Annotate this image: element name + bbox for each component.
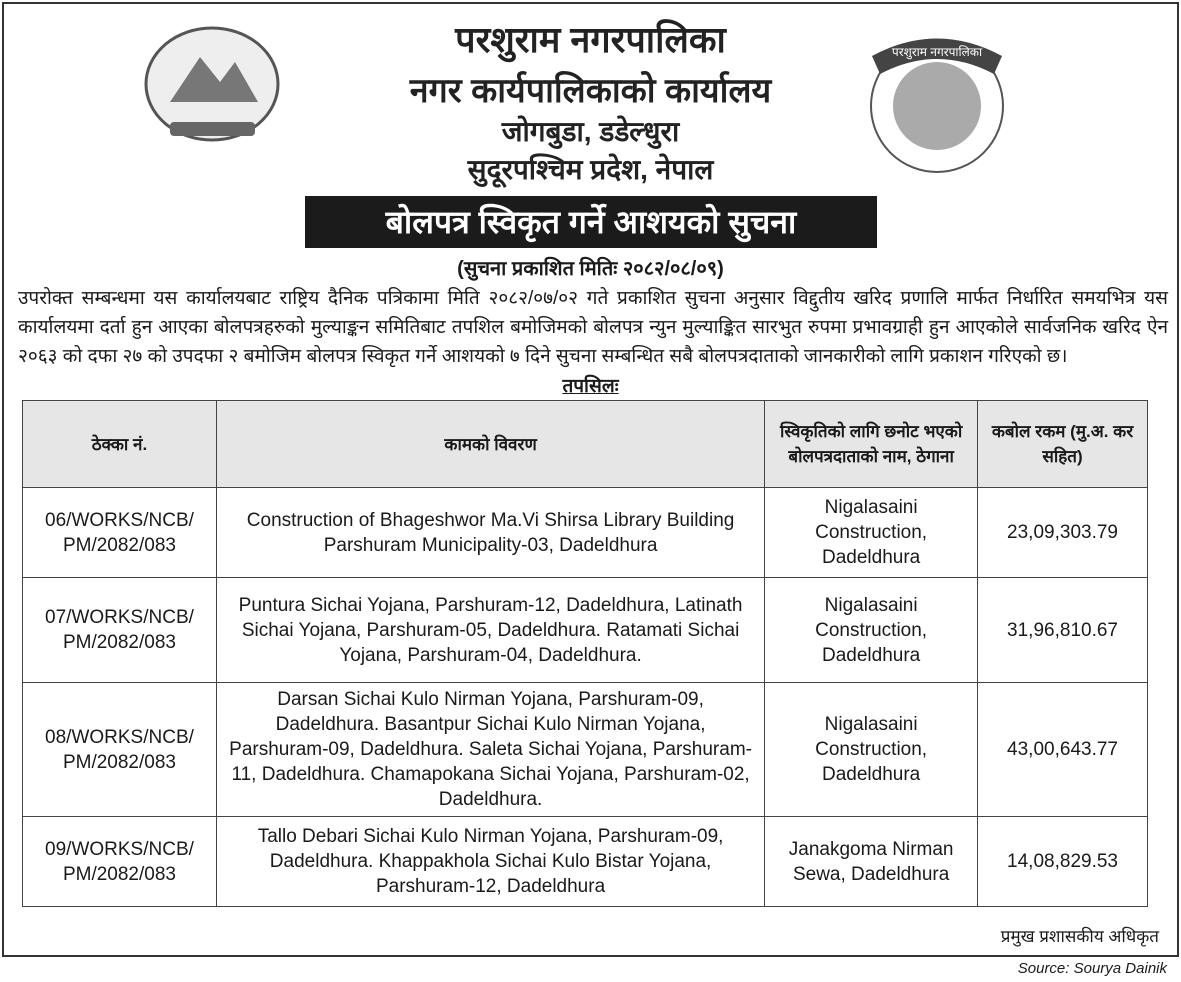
header-bidder: स्विकृतिको लागि छनोट भएको बोलपत्रदाताको नाम, ठेगाना (765, 401, 978, 488)
bid-amount: 43,00,643.77 (978, 683, 1148, 817)
notice-body: उपरोक्त सम्बन्धमा यस कार्यालयबाट राष्ट्रिय दैनिक पत्रिकामा मिति २०८२/०७/०२ गते प्रकाशित सुचना अनुसार विद्दुतीय खरिद प्रणालि मार्फत निर्धारित समयभित्र यस कार्यालयमा दर्ता हुन आएका बोलपत्रहरुको मुल्याङ्कन समितिबाट तपशिल बमोजिमको बोलपत्र न्युन मुल्याङ्कित सारभुत रुपमा प्रभावग्राही हुन आएकोले सार्वजनिक खरिद ऐन २०६३ को दफा २७ को उपदफा २ बमोजिम बोलपत्र स्विकृत गर्ने आशयको ७ दिने सुचना सम्बन्धित सबै बोलपत्रदाताको जानकारीको लागि प्रकाशन गरिएको छ। (18, 288, 1168, 367)
bidder-name: Nigalasaini Construction, Dadeldhura (765, 488, 978, 578)
header-contract-no: ठेक्का नं. (23, 401, 217, 488)
work-description: Puntura Sichai Yojana, Parshuram-12, Dadeldhura, Latinath Sichai Yojana, Parshuram-05, Dadeldhura. Ratamati Sichai Yojana, Parshuram-04, Dadeldhura. (216, 578, 764, 683)
notice-title: बोलपत्र स्विकृत गर्ने आशयको सुचना (305, 196, 877, 248)
table-row (23, 488, 1148, 578)
work-description: Construction of Bhageshwor Ma.Vi Shirsa Library Building Parshuram Municipality-03, Dadeldhura (216, 488, 764, 578)
details-heading: तपसिलः (562, 376, 619, 397)
signatory: प्रमुख प्रशासकीय अधिकृत (1000, 927, 1159, 946)
work-description: Darsan Sichai Kulo Nirman Yojana, Parshuram-09, Dadeldhura. Basantpur Sichai Kulo Nirman Yojana, Parshuram-09, Dadeldhura. Saleta Sichai Yojana, Parshuram-11, Dadeldhura. Chamapokana Sichai Yojana, Parshuram-02, Dadeldhura. (216, 683, 764, 817)
table-header-row (23, 401, 1148, 488)
bid-amount: 23,09,303.79 (978, 488, 1148, 578)
award-table (22, 400, 1148, 907)
header-description: कामको विवरण (216, 401, 764, 488)
table-row (23, 817, 1148, 907)
province: सुदूरपश्चिम प्रदेश, नेपाल (467, 154, 714, 185)
source-credit: Source: Sourya Dainik (1017, 960, 1167, 977)
bid-amount: 31,96,810.67 (978, 578, 1148, 683)
office-name: नगर कार्यपालिकाको कार्यालय (409, 72, 772, 110)
table-row (23, 578, 1148, 683)
bidder-name: Nigalasaini Construction, Dadeldhura (765, 578, 978, 683)
contract-no: 07/WORKS/NCB/ PM/2082/083 (23, 578, 217, 683)
contract-no: 06/WORKS/NCB/ PM/2082/083 (23, 488, 217, 578)
header-amount: कबोल रकम (मु.अ. कर सहित) (978, 401, 1148, 488)
municipality-name: परशुराम नगरपालिका (455, 19, 726, 60)
contract-no: 09/WORKS/NCB/ PM/2082/083 (23, 817, 217, 907)
office-address: जोगबुडा, डडेल्धुरा (501, 116, 680, 147)
published-date: (सुचना प्रकाशित मितिः २०८२/०८/०९) (457, 258, 724, 280)
work-description: Tallo Debari Sichai Kulo Nirman Yojana, Parshuram-09, Dadeldhura. Khappakhola Sichai Kulo Bistar Yojana, Parshuram-12, Dadeldhura (216, 817, 764, 907)
logo-text: परशुराम नगरपालिका (891, 45, 983, 59)
bid-amount: 14,08,829.53 (978, 817, 1148, 907)
bidder-name: Nigalasaini Construction, Dadeldhura (765, 683, 978, 817)
bidder-name: Janakgoma Nirman Sewa, Dadeldhura (765, 817, 978, 907)
table-row (23, 683, 1148, 817)
contract-no: 08/WORKS/NCB/ PM/2082/083 (23, 683, 217, 817)
